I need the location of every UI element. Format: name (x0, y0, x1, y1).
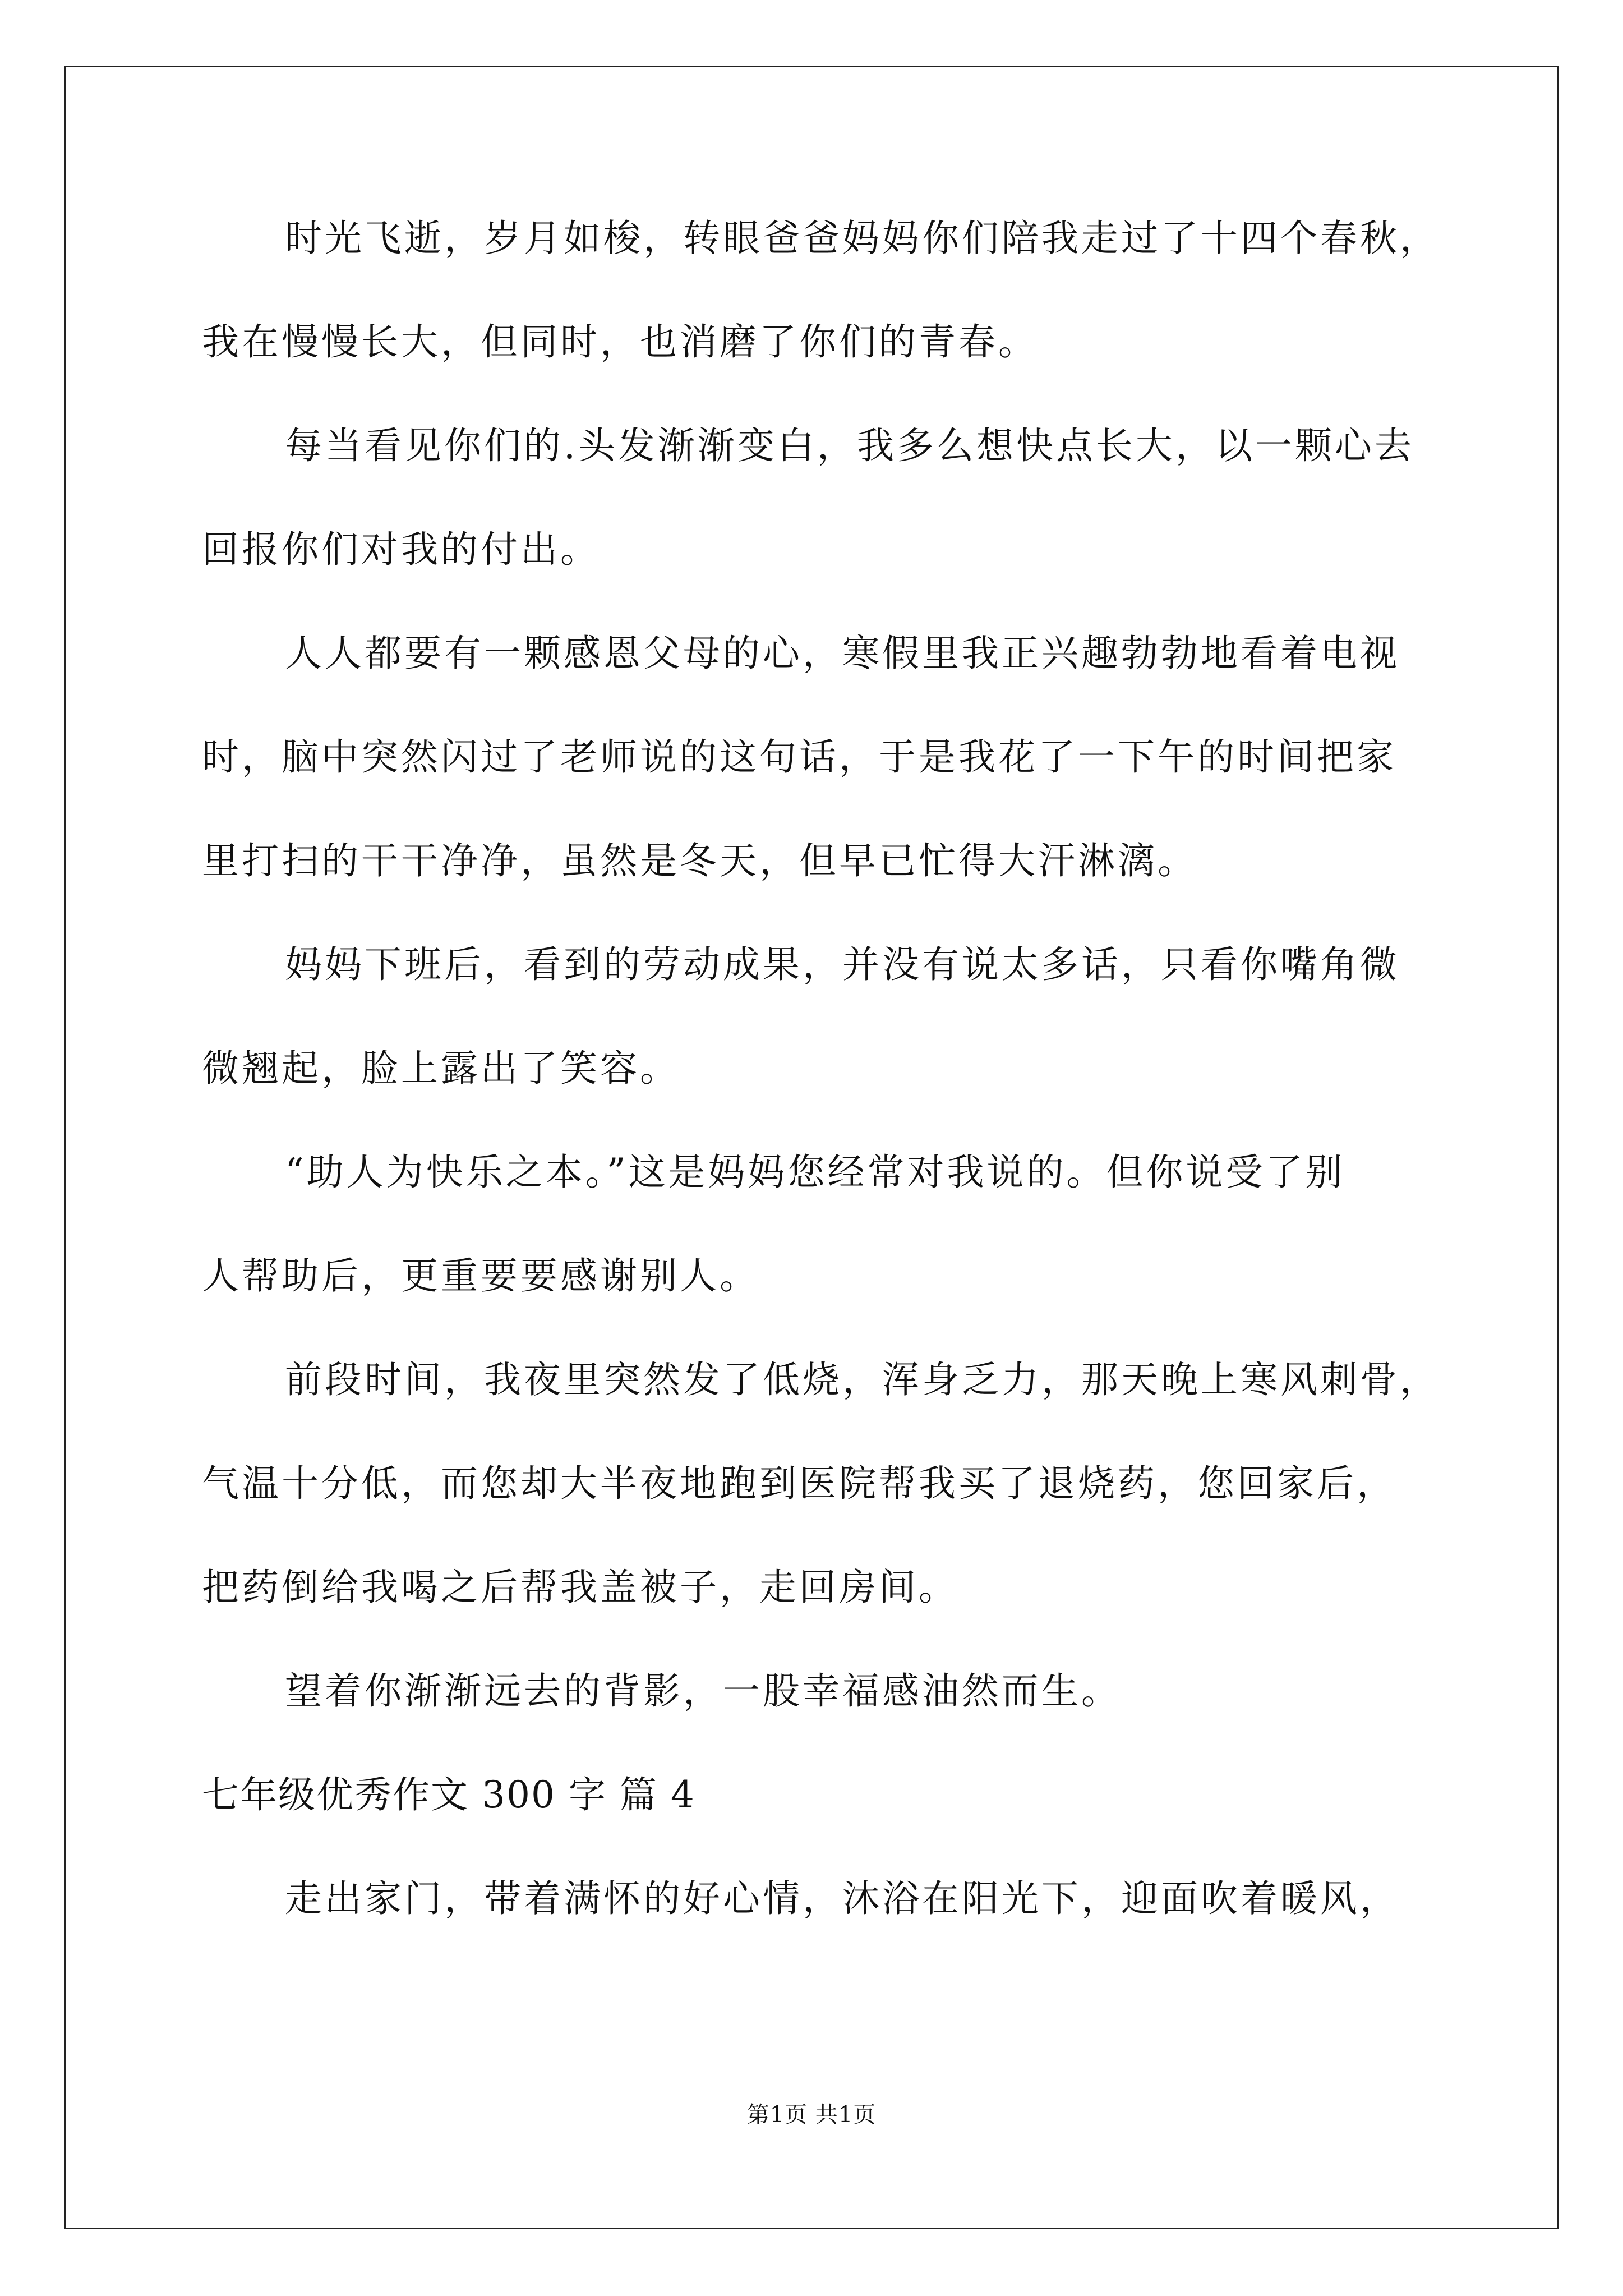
paragraph-line: 气温十分低，而您却大半夜地跑到医院帮我买了退烧药，您回家后， (202, 1462, 1396, 1505)
paragraph-line: 微翘起，脸上露出了笑容。 (202, 1047, 680, 1090)
paragraph-line: 人帮助后，更重要要感谢别人。 (202, 1254, 759, 1297)
paragraph-line: 里打扫的干干净净，虽然是冬天，但早已忙得大汗淋漓。 (202, 839, 1197, 882)
paragraph-line: 妈妈下班后，看到的劳动成果，并没有说太多话，只看你嘴角微 (285, 943, 1400, 986)
paragraph-line: 前段时间，我夜里突然发了低烧，浑身乏力，那天晚上寒风刺骨， (285, 1358, 1440, 1401)
paragraph-line: 时光飞逝，岁月如梭，转眼爸爸妈妈你们陪我走过了十四个春秋， (285, 217, 1440, 260)
paragraph-line: 把药倒给我喝之后帮我盖被子，走回房间。 (202, 1566, 958, 1609)
paragraph-line: 走出家门，带着满怀的好心情，沐浴在阳光下，迎面吹着暖风， (285, 1877, 1400, 1920)
paragraph-line: 时，脑中突然闪过了老师说的这句话，于是我花了一下午的时间把家 (202, 735, 1396, 779)
paragraph-line: 望着你渐渐远去的背影，一股幸福感油然而生。 (285, 1669, 1121, 1713)
paragraph-line: 回报你们对我的付出。 (202, 528, 600, 571)
page-footer: 第1页 共1页 (746, 2102, 877, 2128)
paragraph-line: 人人都要有一颗感恩父母的心，寒假里我正兴趣勃勃地看着电视 (285, 632, 1400, 675)
paragraph-line: “助人为快乐之本。”这是妈妈您经常对我说的。但你说受了别 (285, 1151, 1345, 1194)
paragraph-line: 每当看见你们的.头发渐渐变白，我多么想快点长大，以一颗心去 (285, 424, 1414, 467)
paragraph-line: 我在慢慢长大，但同时，也消磨了你们的青春。 (202, 320, 1038, 364)
section-heading: 七年级优秀作文 300 字 篇 4 (202, 1773, 695, 1816)
